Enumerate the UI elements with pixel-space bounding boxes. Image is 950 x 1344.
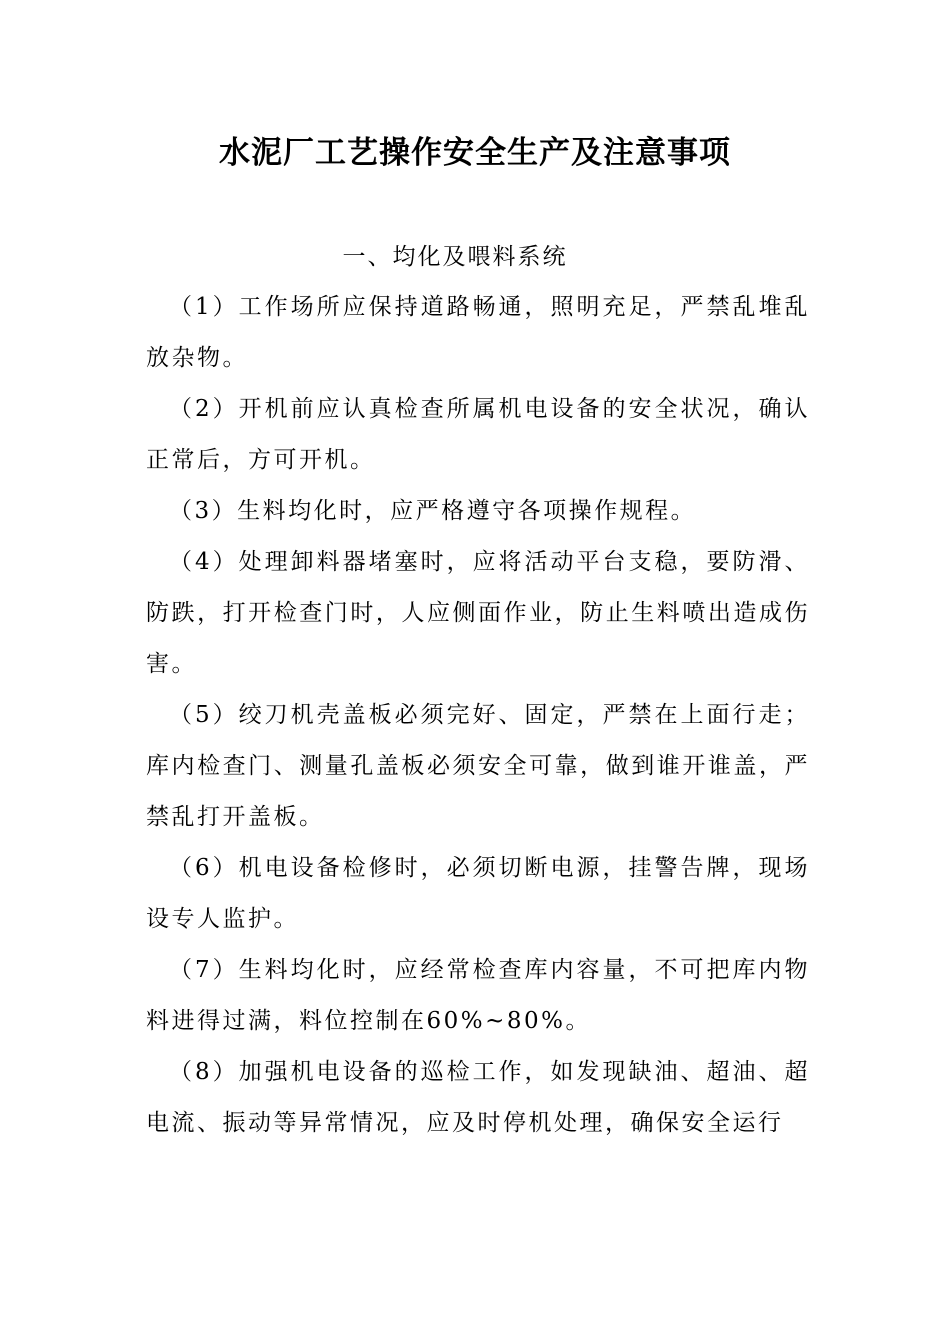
document-body [146, 282, 810, 1149]
paragraph-3: （3）生料均化时，应严格遵守各项操作规程。 [169, 498, 697, 524]
document-title: 水泥厂工艺操作安全生产及注意事项 [219, 135, 731, 171]
paragraph-8: （8）加强机电设备的巡检工作，如发现缺油、超油、超电流、振动等异常情况，应及时停机处理，确保安全运行 [146, 1059, 810, 1136]
paragraph-7: （7）生料均化时，应经常检查库内容量，不可把库内物料进得过满，料位控制在60%~80%。 [146, 957, 810, 1034]
section-heading: 一、均化及喂料系统 [342, 244, 568, 270]
paragraph-5: （5）绞刀机壳盖板必须完好、固定，严禁在上面行走；库内检查门、测量孔盖板必须安全可靠，做到谁开谁盖，严禁乱打开盖板。 [146, 702, 810, 830]
paragraph-1: （1）工作场所应保持道路畅通，照明充足，严禁乱堆乱放杂物。 [146, 294, 810, 371]
paragraph-4: （4）处理卸料器堵塞时，应将活动平台支稳，要防滑、防跌，打开检查门时，人应侧面作业，防止生料喷出造成伤害。 [146, 549, 810, 677]
paragraph-2: （2）开机前应认真检查所属机电设备的安全状况，确认正常后，方可开机。 [146, 396, 810, 473]
paragraph-6: （6）机电设备检修时，必须切断电源，挂警告牌，现场设专人监护。 [146, 855, 810, 932]
